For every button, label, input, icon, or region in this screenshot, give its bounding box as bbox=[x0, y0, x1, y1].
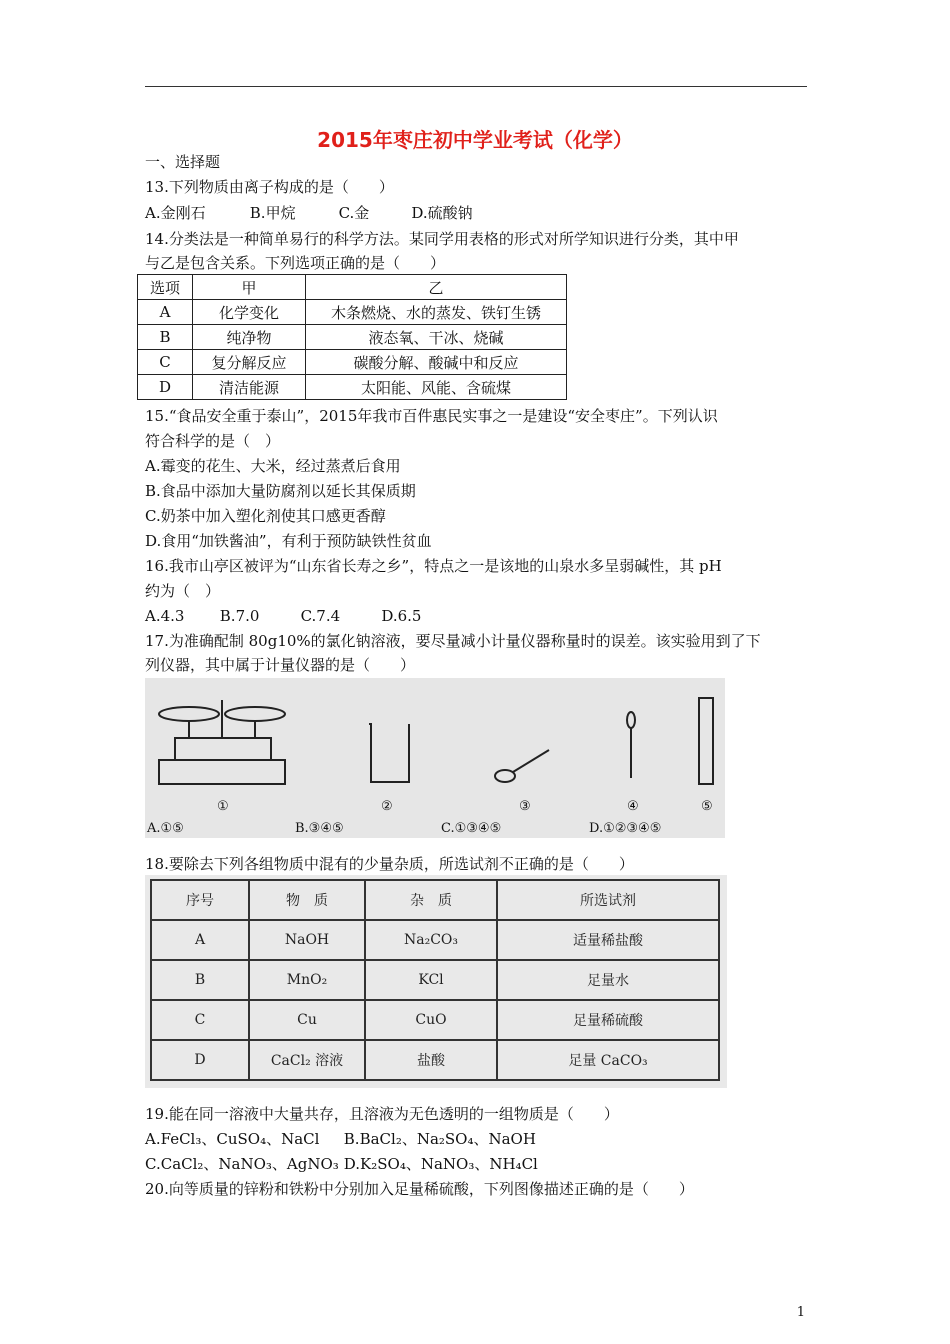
graduated-cylinder bbox=[699, 698, 713, 784]
table-cell: 复分解反应 bbox=[193, 350, 306, 375]
table-cell: KCl bbox=[365, 960, 497, 1000]
table-cell: 化学变化 bbox=[193, 300, 306, 325]
table-cell: 盐酸 bbox=[365, 1040, 497, 1080]
q14-stem-2: 与乙是包含关系。下列选项正确的是（ ） bbox=[145, 254, 446, 272]
table-row bbox=[151, 1000, 719, 1040]
table-cell: B bbox=[151, 960, 249, 1000]
table-row bbox=[151, 920, 719, 960]
table-cell: MnO₂ bbox=[249, 960, 365, 1000]
table-cell: C bbox=[151, 1000, 249, 1040]
section-heading: 一、选择题 bbox=[145, 153, 221, 171]
table-cell: 足量水 bbox=[497, 960, 719, 1000]
q14-table bbox=[137, 274, 567, 400]
table-cell: 足量 CaCO₃ bbox=[497, 1040, 719, 1080]
balance-scale bbox=[159, 700, 285, 784]
q17-stem-1: 17.为准确配制 80g10%的氯化钠溶液，要尽量减小计量仪器称量时的误差。该实验用到了下 bbox=[145, 632, 761, 650]
q17-label-5: ⑤ bbox=[701, 799, 713, 814]
q16-stem-2: 约为（ ） bbox=[145, 582, 221, 600]
table-row bbox=[138, 325, 567, 350]
table-cell: 适量稀盐酸 bbox=[497, 920, 719, 960]
q15-option-b: B.食品中添加大量防腐剂以延长其保质期 bbox=[145, 482, 416, 500]
q15-option-a: A.霉变的花生、大米，经过蒸煮后食用 bbox=[145, 457, 401, 475]
q20-stem: 20.向等质量的锌粉和铁粉中分别加入足量稀硫酸，下列图像描述正确的是（ ） bbox=[145, 1180, 694, 1198]
q19-options-row-1 bbox=[145, 1130, 536, 1148]
table-cell: 乙 bbox=[306, 275, 567, 300]
table-cell: 所选试剂 bbox=[497, 880, 719, 920]
q13-option-c: C.金 bbox=[338, 204, 370, 222]
q15-option-c: C.奶茶中加入塑化剂使其口感更香醇 bbox=[145, 507, 386, 525]
table-cell: Na₂CO₃ bbox=[365, 920, 497, 960]
q18-table bbox=[150, 879, 720, 1081]
spoon bbox=[495, 750, 549, 782]
table-cell: 杂 质 bbox=[365, 880, 497, 920]
table-header-row bbox=[138, 275, 567, 300]
q16-option-c: C.7.4 bbox=[300, 607, 341, 625]
q19-options-row-2 bbox=[145, 1155, 538, 1173]
q17-instruments-image bbox=[145, 678, 725, 838]
q16-options bbox=[145, 607, 421, 625]
table-cell: 太阳能、风能、含硫煤 bbox=[306, 375, 567, 400]
q13-option-d: D.硫酸钠 bbox=[411, 204, 473, 222]
q19-option-b: B.BaCl₂、Na₂SO₄、NaOH bbox=[343, 1130, 536, 1148]
q17-label-4: ④ bbox=[627, 799, 639, 814]
q17-stem-2: 列仪器，其中属于计量仪器的是（ ） bbox=[145, 656, 416, 674]
header-rule bbox=[145, 86, 807, 87]
table-row bbox=[151, 1040, 719, 1080]
q15-stem-1: 15.“食品安全重于泰山”，2015年我市百件惠民实事之一是建设“安全枣庄”。下列认识 bbox=[145, 407, 718, 425]
table-row bbox=[138, 375, 567, 400]
q16-option-a: A.4.3 bbox=[145, 607, 185, 625]
table-cell: 液态氧、干冰、烧碱 bbox=[306, 325, 567, 350]
table-cell: A bbox=[138, 300, 193, 325]
q16-stem-1: 16.我市山亭区被评为“山东省长寿之乡”，特点之一是该地的山泉水多呈弱碱性，其 pH bbox=[145, 557, 722, 575]
q19-option-a: A.FeCl₃、CuSO₄、NaCl bbox=[145, 1130, 320, 1148]
table-cell: CaCl₂ 溶液 bbox=[249, 1040, 365, 1080]
q16-option-d: D.6.5 bbox=[381, 607, 422, 625]
q14-stem-1: 14.分类法是一种简单易行的科学方法。某同学用表格的形式对所学知识进行分类，其中甲 bbox=[145, 230, 739, 248]
q17-option-d: D.①②③④⑤ bbox=[589, 821, 662, 836]
table-cell: 木条燃烧、水的蒸发、铁钉生锈 bbox=[306, 300, 567, 325]
q17-option-c: C.①③④⑤ bbox=[441, 821, 502, 836]
table-cell: 清洁能源 bbox=[193, 375, 306, 400]
table-cell: 碳酸分解、酸碱中和反应 bbox=[306, 350, 567, 375]
table-cell: CuO bbox=[365, 1000, 497, 1040]
table-cell: C bbox=[138, 350, 193, 375]
q18-table-image bbox=[145, 875, 727, 1088]
page-number: 1 bbox=[796, 1305, 805, 1320]
q16-option-b: B.7.0 bbox=[219, 607, 260, 625]
q19-option-c: C.CaCl₂、NaNO₃、AgNO₃ bbox=[145, 1155, 339, 1173]
q13-stem: 13.下列物质由离子构成的是（ ） bbox=[145, 178, 394, 196]
table-header-row bbox=[151, 880, 719, 920]
q18-stem: 18.要除去下列各组物质中混有的少量杂质，所选试剂不正确的是（ ） bbox=[145, 855, 634, 873]
table-cell: 选项 bbox=[138, 275, 193, 300]
table-cell: 甲 bbox=[193, 275, 306, 300]
table-cell: 物 质 bbox=[249, 880, 365, 920]
dropper bbox=[627, 712, 635, 778]
q17-label-3: ③ bbox=[519, 799, 531, 814]
q13-options bbox=[145, 204, 473, 222]
table-cell: NaOH bbox=[249, 920, 365, 960]
table-row bbox=[151, 960, 719, 1000]
q19-option-d: D.K₂SO₄、NaNO₃、NH₄Cl bbox=[343, 1155, 538, 1173]
q13-option-a: A.金刚石 bbox=[145, 204, 206, 222]
q17-option-a: A.①⑤ bbox=[147, 821, 184, 836]
q15-option-d: D.食用“加铁酱油”，有利于预防缺铁性贫血 bbox=[145, 532, 432, 550]
table-cell: A bbox=[151, 920, 249, 960]
q17-option-b: B.③④⑤ bbox=[295, 821, 344, 836]
q17-label-1: ① bbox=[217, 799, 229, 814]
page-title: 2015年枣庄初中学业考试（化学） bbox=[317, 128, 633, 152]
table-cell: D bbox=[151, 1040, 249, 1080]
table-cell: 足量稀硫酸 bbox=[497, 1000, 719, 1040]
table-cell: Cu bbox=[249, 1000, 365, 1040]
q15-stem-2: 符合科学的是（ ） bbox=[145, 432, 281, 450]
q19-stem: 19.能在同一溶液中大量共存，且溶液为无色透明的一组物质是（ ） bbox=[145, 1105, 619, 1123]
table-cell: 序号 bbox=[151, 880, 249, 920]
q13-option-b: B.甲烷 bbox=[249, 204, 296, 222]
table-cell: D bbox=[138, 375, 193, 400]
table-row bbox=[138, 350, 567, 375]
table-row bbox=[138, 300, 567, 325]
q17-label-2: ② bbox=[381, 799, 393, 814]
beaker bbox=[369, 724, 409, 782]
table-cell: B bbox=[138, 325, 193, 350]
table-cell: 纯净物 bbox=[193, 325, 306, 350]
